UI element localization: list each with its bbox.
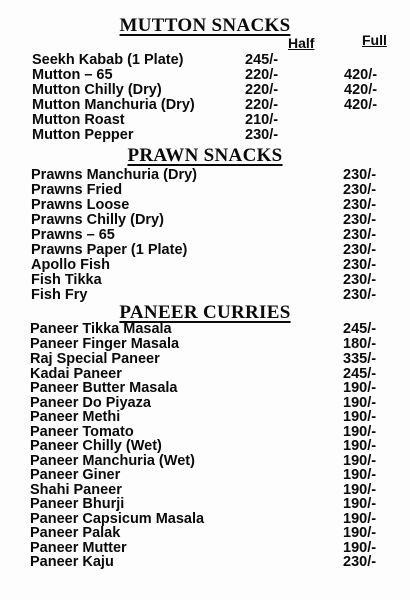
item-half-price: 210/- [245, 112, 279, 128]
item-name: Paneer Manchuria (Wet) [30, 453, 195, 469]
item-name: Apollo Fish [31, 257, 110, 273]
item-price: 190/- [343, 511, 377, 527]
item-price: 230/- [343, 197, 377, 213]
item-price: 190/- [343, 424, 377, 440]
item-half-price: 220/- [245, 67, 279, 83]
item-price: 245/- [343, 321, 377, 337]
item-price: 230/- [343, 242, 377, 258]
menu-item [0, 197, 410, 213]
item-name: Paneer Methi [30, 409, 121, 425]
item-price: 190/- [343, 453, 377, 469]
item-full-price: 420/- [344, 67, 378, 83]
menu-item [0, 351, 410, 367]
item-name: Paneer Do Piyaza [30, 395, 151, 411]
item-name: Paneer Giner [30, 467, 121, 483]
item-name: Paneer Finger Masala [30, 336, 180, 352]
item-name: Mutton Roast [32, 112, 125, 128]
item-price: 190/- [343, 438, 377, 454]
menu-item [0, 467, 410, 483]
menu-item [0, 97, 410, 113]
item-name: Raj Special Paneer [30, 351, 160, 367]
item-full-price: 420/- [344, 97, 378, 113]
item-name: Mutton – 65 [32, 67, 113, 83]
item-price: 190/- [343, 380, 377, 396]
item-name: Paneer Mutter [30, 540, 127, 556]
item-price: 245/- [343, 366, 377, 382]
item-name: Prawns Paper (1 Plate) [31, 242, 188, 258]
paneer-curries-title: PANEER CURRIES [119, 302, 291, 323]
menu-item [0, 82, 410, 98]
menu-item [0, 227, 410, 243]
item-full-price: 420/- [344, 82, 378, 98]
item-price: 180/- [343, 336, 377, 352]
item-half-price: 220/- [245, 97, 279, 113]
item-price: 230/- [343, 287, 377, 303]
item-name: Prawns – 65 [31, 227, 115, 243]
item-price: 230/- [343, 257, 377, 273]
item-name: Fish Tikka [31, 272, 102, 288]
item-name: Paneer Bhurji [30, 496, 125, 512]
item-half-price: 230/- [245, 127, 279, 143]
item-name: Kadai Paneer [30, 366, 122, 382]
item-price: 190/- [343, 409, 377, 425]
item-name: Fish Fry [31, 287, 88, 303]
menu-item [0, 182, 410, 198]
menu-item [0, 336, 410, 352]
menu-item [0, 127, 410, 143]
item-price: 190/- [343, 540, 377, 556]
menu-item [0, 496, 410, 512]
mutton-snacks-title: MUTTON SNACKS [119, 15, 291, 36]
item-name: Mutton Manchuria (Dry) [32, 97, 195, 113]
item-name: Paneer Capsicum Masala [30, 511, 205, 527]
menu-item [0, 554, 410, 570]
menu-item [0, 52, 410, 68]
item-name: Shahi Paneer [30, 482, 122, 498]
menu-item [0, 242, 410, 258]
item-name: Prawns Fried [31, 182, 123, 198]
menu-item [0, 167, 410, 183]
item-name: Mutton Pepper [32, 127, 134, 143]
item-name: Paneer Palak [30, 525, 121, 541]
item-price: 230/- [343, 182, 377, 198]
item-name: Prawns Manchuria (Dry) [31, 167, 197, 183]
item-price: 190/- [343, 525, 377, 541]
item-price: 335/- [343, 351, 377, 367]
item-price: 230/- [343, 167, 377, 183]
item-price: 230/- [343, 212, 377, 228]
item-price: 190/- [343, 467, 377, 483]
item-price: 190/- [343, 395, 377, 411]
item-price: 230/- [343, 227, 377, 243]
item-name: Paneer Butter Masala [30, 380, 178, 396]
menu-item [0, 380, 410, 396]
item-name: Paneer Kaju [30, 554, 114, 570]
half-column-header: Half [288, 35, 315, 51]
item-name: Paneer Tikka Masala [30, 321, 172, 337]
prawn-snacks-title: PRAWN SNACKS [127, 145, 283, 166]
menu-item [0, 212, 410, 228]
menu-item [0, 438, 410, 454]
item-half-price: 220/- [245, 82, 279, 98]
menu-item [0, 409, 410, 425]
item-name: Prawns Loose [31, 197, 130, 213]
full-column-header: Full [362, 32, 387, 48]
item-name: Mutton Chilly (Dry) [32, 82, 162, 98]
menu-item [0, 67, 410, 83]
menu-item [0, 257, 410, 273]
menu-item [0, 112, 410, 128]
item-price: 230/- [343, 272, 377, 288]
menu-item [0, 272, 410, 288]
item-half-price: 245/- [245, 52, 279, 68]
menu-item [0, 287, 410, 303]
item-price: 230/- [343, 554, 377, 570]
item-price: 190/- [343, 482, 377, 498]
item-name: Seekh Kabab (1 Plate) [32, 52, 184, 68]
menu-item [0, 525, 410, 541]
item-name: Paneer Tomato [30, 424, 134, 440]
item-price: 190/- [343, 496, 377, 512]
item-name: Paneer Chilly (Wet) [30, 438, 162, 454]
menu-item [0, 321, 410, 337]
item-name: Prawns Chilly (Dry) [31, 212, 164, 228]
